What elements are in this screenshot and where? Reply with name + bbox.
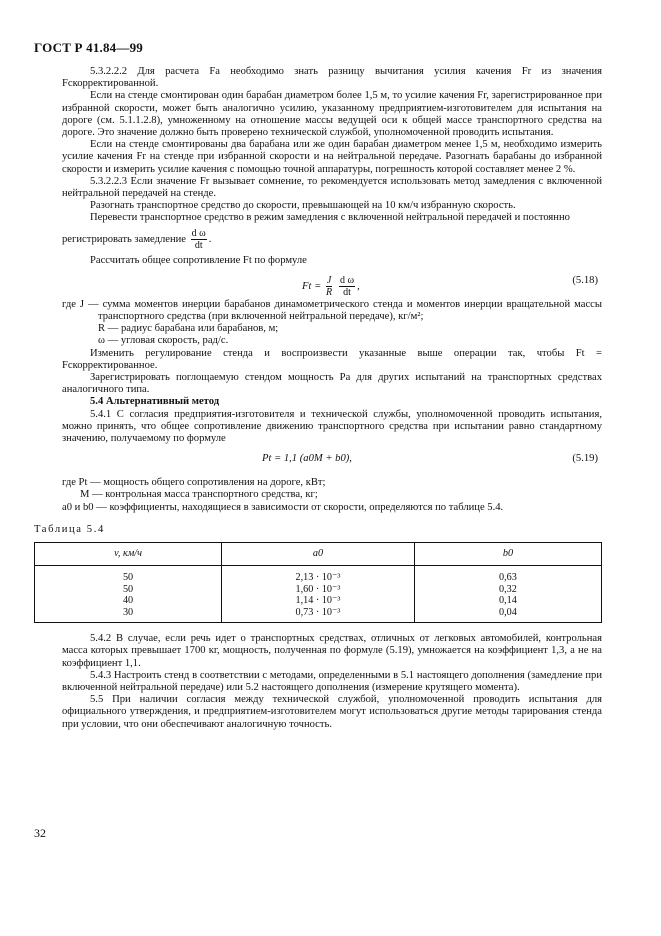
paragraph-5-3-2-2-2: 5.3.2.2.2 Для расчета Fa необходимо знать разницу вычитания усилия качения Fr из значения Fскорректированной. bbox=[62, 66, 602, 90]
table-header-a0: a0 bbox=[222, 543, 415, 566]
table-column-a0 bbox=[222, 566, 415, 623]
formula-j: J bbox=[326, 274, 332, 286]
table-header-row bbox=[35, 543, 602, 566]
coefficients-table bbox=[34, 542, 602, 623]
formula-number-5-18: (5.18) bbox=[572, 274, 598, 286]
where-a0-b0: a0 и b0 — коэффициенты, находящиеся в зависимости от скорости, определяются по таблице 5.4. bbox=[62, 501, 504, 513]
table-cell: 1,60 · 10⁻³ bbox=[295, 583, 341, 595]
formula-r: R bbox=[326, 286, 333, 298]
formula-5-18-expression: Ft = $\frac{J}{R}$ $\frac{\text{d ω}}{dt}$ , bbox=[302, 274, 360, 298]
document-header: ГОСТ Р 41.84—99 bbox=[34, 40, 143, 55]
paragraph-5-4-2: 5.4.2 В случае, если речь идет о транспортных средствах, отличных от легковых автомобилей, контрольная масса которых превышает 1700 кг, мощность, полученная по формуле (5.19), умножается на коэффициент 1,3, а не на коэффициент 1,1. bbox=[62, 633, 602, 669]
table-cell: 50 bbox=[122, 583, 134, 595]
where-pt: где Pt — мощность общего сопротивления на дороге, кВт; bbox=[62, 477, 326, 489]
register-deceleration-text: регистрировать замедление bbox=[62, 233, 187, 245]
where-j: где J — сумма моментов инерции барабанов динамометрического стенда и моментов инерции вращательной массы транспортного средства (при включенной нейтральной передаче), кг/м²; bbox=[62, 298, 602, 323]
where-r: R — радиус барабана или барабанов, м; bbox=[98, 323, 279, 335]
formula-5-18 bbox=[62, 271, 602, 298]
table-column-v bbox=[35, 566, 222, 623]
table-column-b0 bbox=[414, 566, 601, 623]
page-number: 32 bbox=[34, 826, 46, 840]
paragraph-5-3-2-2-3: 5.3.2.2.3 Если значение Fr вызывает сомнение, то рекомендуется использовать метод замедления с включенной нейтральной передачей на стенде. bbox=[62, 175, 602, 200]
formula-dt: dt bbox=[343, 286, 351, 298]
table-header-b0: b0 bbox=[414, 543, 601, 566]
formula-5-19 bbox=[62, 449, 602, 473]
table-row bbox=[35, 566, 602, 623]
fraction-denominator: dt bbox=[194, 239, 203, 251]
domega-dt-fraction bbox=[191, 228, 207, 251]
formula-domega: d ω bbox=[339, 274, 355, 286]
paragraph-5-5: 5.5 При наличии согласия между технической службой, уполномоченной проводить испытания для официального утверждения, и предприятием-изготовителем могут использоваться другие методы тарирования стенда при условии, что они обеспечивают аналогичную точность. bbox=[62, 694, 602, 730]
table-cell: 0,63 bbox=[499, 572, 517, 584]
table-cell: 0,04 bbox=[499, 606, 517, 618]
paragraph-calc-resistance: Рассчитать общее сопротивление Ft по формуле bbox=[90, 254, 307, 266]
table-cell: 0,14 bbox=[499, 595, 517, 607]
where-omega: ω — угловая скорость, рад/с. bbox=[98, 335, 229, 347]
table-cell: 40 bbox=[122, 595, 134, 607]
document-body bbox=[34, 66, 602, 731]
formula-lhs: Ft = bbox=[302, 280, 322, 292]
table-cell: 30 bbox=[122, 606, 134, 618]
formula-domega-dt bbox=[339, 275, 355, 298]
where-m: M — контрольная масса транспортного средства, кг; bbox=[80, 489, 318, 501]
paragraph-change-regulation: Изменить регулирование стенда и воспроизвести указанные выше операции так, чтобы Ft = Fскорректированное. bbox=[62, 347, 602, 371]
table-cell: 2,13 · 10⁻³ bbox=[295, 572, 341, 584]
paragraph-one-roller: Если на стенде смонтирован один барабан диаметром более 1,5 м, то усилие качения Fr, зарегистрированное при избранной скорости, может быть аналогично усилию, указанному предприятием-изготовителем для испытания на дороге (см. 5.1.1.2.8), умноженному на отношение массы ведущей оси к общей массе транспортного средства на дороге. Это значение должно быть проверено технической службой, уполномоченной проводить испытания. bbox=[62, 90, 602, 139]
paragraph-5-4-3: 5.4.3 Настроить стенд в соответствии с методами, определенными в 5.1 настоящего дополнения (замедление при включенной нейтральной передаче) или 5.2 настоящего дополнения (измерение крутящего момента). bbox=[62, 669, 602, 693]
fraction-numerator: d ω bbox=[191, 227, 206, 239]
table-cell: 0,32 bbox=[499, 583, 517, 595]
paragraph-two-rollers: Если на стенде смонтированы два барабана или же один барабан диаметром менее 1,5 м, необходимо измерить усилие качения Fr на стенде при избранной скорости и на нейтральной передаче. Разогнать барабаны до избранной скорости и измерить усилие качения с помощью точной аппаратуры, погрешность которой составляет менее 2 %. bbox=[62, 139, 602, 175]
table-caption: Таблица 5.4 bbox=[34, 523, 105, 535]
formula-5-19-expression: Pt = 1,1 (a0M + b0), bbox=[262, 453, 352, 465]
formula-j-over-r bbox=[326, 275, 332, 298]
table-header-v: v, км/ч bbox=[35, 543, 222, 566]
section-5-4-title: 5.4 Альтернативный метод bbox=[90, 396, 220, 408]
table-cell: 1,14 · 10⁻³ bbox=[295, 595, 341, 607]
paragraph-register-power: Зарегистрировать поглощаемую стендом мощность Pa для других испытаний на транспортных средствах аналогичного типа. bbox=[62, 372, 602, 396]
paragraph-accelerate: Разогнать транспортное средство до скорости, превышающей на 10 км/ч избранную скорость. bbox=[90, 200, 516, 212]
table-cell: 0,73 · 10⁻³ bbox=[295, 606, 341, 618]
table-cell: 50 bbox=[122, 572, 134, 584]
formula-number-5-19: (5.19) bbox=[572, 453, 598, 465]
paragraph-register-deceleration: регистрировать замедление $\frac{\text{d ω}}{dt}$ . bbox=[62, 227, 212, 251]
paragraph-deceleration: Перевести транспортное средство в режим замедления с включенной нейтральной передачей и постоянно bbox=[90, 212, 570, 224]
paragraph-5-4-1: 5.4.1 С согласия предприятия-изготовителя и технической службы, уполномоченной проводить испытания, можно принять, что общее сопротивление движению транспортного средства при испытании равно стандартному значению, получаемому по формуле bbox=[62, 408, 602, 445]
